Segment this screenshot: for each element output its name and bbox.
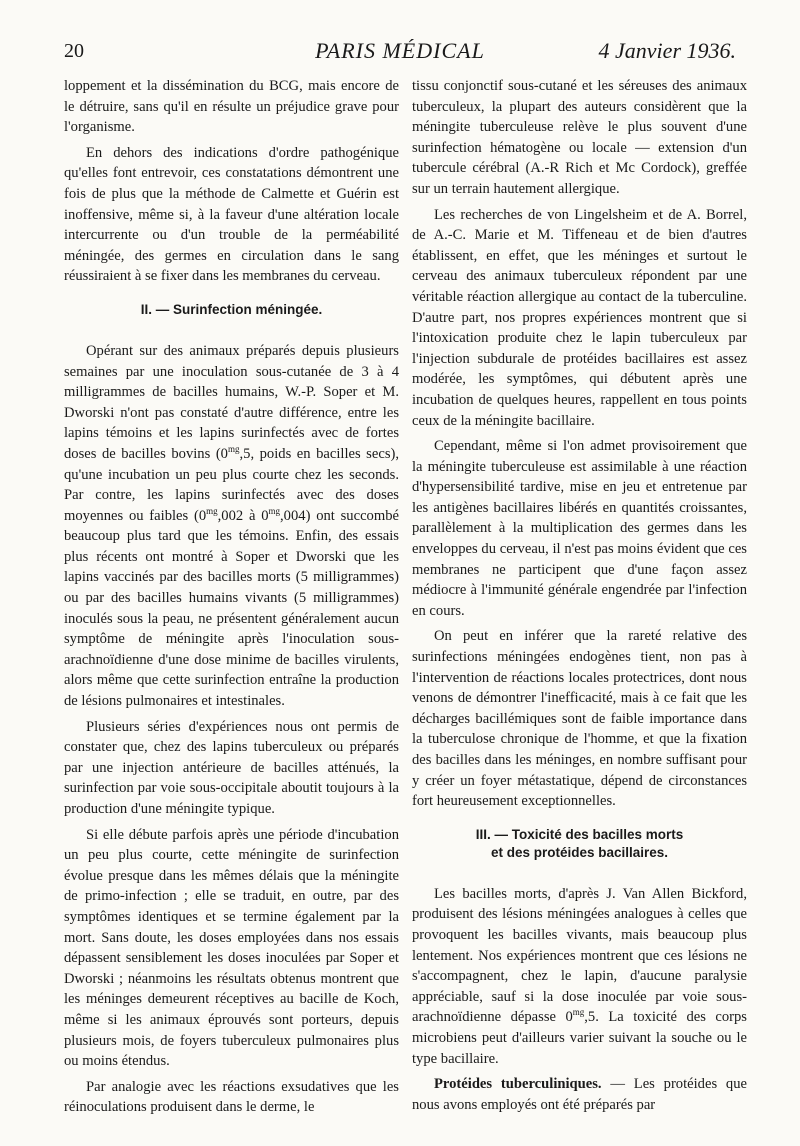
unit-superscript: mg [206, 505, 218, 516]
left-column [64, 76, 399, 1123]
unit-superscript: mg [227, 444, 240, 455]
paragraph [412, 1074, 747, 1115]
paragraph [412, 884, 747, 1069]
journal-title: PARIS MÉDICAL [315, 38, 485, 63]
paragraph: Par analogie avec les réactions exsudatives que les réinoculations produisent dans le derme, le [64, 1078, 399, 1116]
unit-superscript: mg [572, 1007, 585, 1018]
paragraph-text: Les bacilles morts, d'après J. Van Allen Bickford, produisent des lésions méningées analogues à celles que provoquent les bacilles vivants, mais beaucoup plus lentement. Nos expériences montrent que ces lésions ne s'accompagnent, chez le lapin, d'aucune paralysie appréciable, sauf si la dose inoculée par voie sous-arachnoïdienne dépasse 0 [412, 885, 747, 1026]
paragraph-text: Opérant sur des animaux préparés depuis plusieurs semaines par une inoculation sous-cutanée de 3 à 4 milligrammes de bacilles humains, W.-P. Soper et M. Dworski n'ont pas constaté d'autre différence, entre les lapins témoins et les lapins surinfectés avec de fortes doses de bacilles bovins (0 [64, 342, 399, 462]
paragraph-text: ,5. La toxicité des corps microbiens peut d'ailleurs varier suivant la souche ou le type bacillaire. [412, 1009, 747, 1067]
section-heading-line: et des protéides bacillaires. [490, 844, 669, 860]
paragraph-text: ,004) ont succombé beaucoup plus tard que les témoins. Enfin, des essais plus récents ont montré à Soper et Dworski que les lapins vaccinés par des bacilles morts (5 milligrammes) ou par des bacilles humains vivants (5 milligrammes) inoculés sous la peau, ne présentent généralement aucun symptôme de méningite après l'inoculation sous-arachnoïdienne d'une dose minime de bacilles virulents, alors même que cette surinfection entraîne la production de lésions pulmonaires et intestinales. [64, 507, 399, 710]
run-in-heading: Protéides tuberculiniques. [434, 1076, 602, 1093]
paragraph-text: — Les protéides que nous avons employés ont été préparés par [412, 1076, 748, 1113]
section-heading [412, 826, 747, 862]
section-heading: II. — Surinfection méningée. [140, 301, 323, 317]
paragraph-text: ,5, poids en bacilles secs), qu'une incubation un peu plus courte chez les seconds. Par contre, les lapins surinfectés avec des doses moyennes ou faibles (0 [64, 445, 400, 524]
paragraph: On peut en inférer que la rareté relative des surinfections méningées endogènes tient, non pas à l'intervention de réactions locales protectrices, dont nous venons de démontrer l'inefficacité, mais à ce fait que les décharges bacillémiques sont de faible importance dans la tuberculose chronique de l'homme, et que la fixation des bacilles dans les méninges, en nombre suffisant pour y créer un foyer métastatique, dépend de circonstances fort heureusement exceptionnelles. [412, 628, 747, 810]
issue-date: 4 Janvier 1936. [598, 38, 736, 63]
running-header [64, 38, 736, 64]
paragraph: tissu conjonctif sous-cutané et les séreuses des animaux tuberculeux, la plupart des auteurs considèrent que la méningite tuberculeuse relève le plus souvent d'une surinfection hématogène ou locale — extension d'un tubercule cérébral (A.-R Rich et Mc Cordock), greffée sur un terrain hautement allergique. [412, 78, 747, 197]
section-heading-line: III. — Toxicité des bacilles morts [475, 826, 684, 842]
unit-superscript: mg [268, 505, 281, 516]
right-column [412, 76, 747, 1120]
paragraph: Si elle débute parfois après une période d'incubation un peu plus courte, cette méningite de surinfection évolue presque dans les mêmes délais que la méningite de primo-infection ; elle se traduit, en outre, par des symptômes identiques et se termine également par la mort. Sans doute, les doses employées dans nos essais dépassent sensiblement les doses inoculées par Soper et Dworski ; néanmoins les résultats obtenus montrent que les méninges demeurent réceptives au bacille de Koch, même si les animaux éprouvés sont porteurs, depuis plusieurs mois, de foyers tuberculeux pulmonaires plus ou moins étendus. [64, 826, 399, 1070]
page-number: 20 [64, 40, 84, 62]
paragraph: Plusieurs séries d'expériences nous ont permis de constater que, chez des lapins tuberculeux ou préparés par une injection antérieure de bacilles atténués, la surinfection par voie sous-occipitale aboutit toujours à la production d'une méningite typique. [64, 718, 399, 817]
paragraph-text: ,002 à 0 [217, 507, 269, 524]
paragraph: Cependant, même si l'on admet provisoirement que la méningite tuberculeuse est assimilable à une réaction d'hypersensibilité tardive, mise en jeu et entretenue par les antigènes bacillaires libérés en quantités croissantes, parallèlement à la multiplication des germes dans les enveloppes du cerveau, il n'est pas moins évident que ces membranes ne participent que d'une façon assez médiocre à l'immunité générale engendrée par l'infection en cours. [412, 438, 747, 619]
paragraph: En dehors des indications d'ordre pathogénique qu'elles font entrevoir, ces constatations démontrent une fois de plus que la méthode de Calmette et Guérin est inoffensive, même si, à la faveur d'une altération locale intercurrente ou d'un trouble de la perméabilité méningée, des germes en circulation dans le sang réussiraient à se fixer dans les membranes du cerveau. [64, 144, 399, 285]
paragraph [64, 341, 399, 712]
paragraph: Les recherches de von Lingelsheim et de A. Borrel, de A.-C. Marie et M. Tiffeneau et de bien d'autres établissent, en effet, que les méninges et surtout le cerveau des animaux tuberculeux répondent par une véritable réaction allergique au contact de la tuberculine. D'autre part, nos propres expériences montrent que si l'intoxication produite chez le lapin tuberculeux par l'injection subdurale de protéides bacillaires est assez modérée, les symptômes, qui débutent après une incubation de quelques heures, rappellent en tous points ceux de la méningite bacillaire. [412, 206, 747, 429]
paragraph: loppement et la dissémination du BCG, mais encore de le détruire, sans qu'il en résulte un préjudice grave pour l'organisme. [64, 78, 399, 136]
